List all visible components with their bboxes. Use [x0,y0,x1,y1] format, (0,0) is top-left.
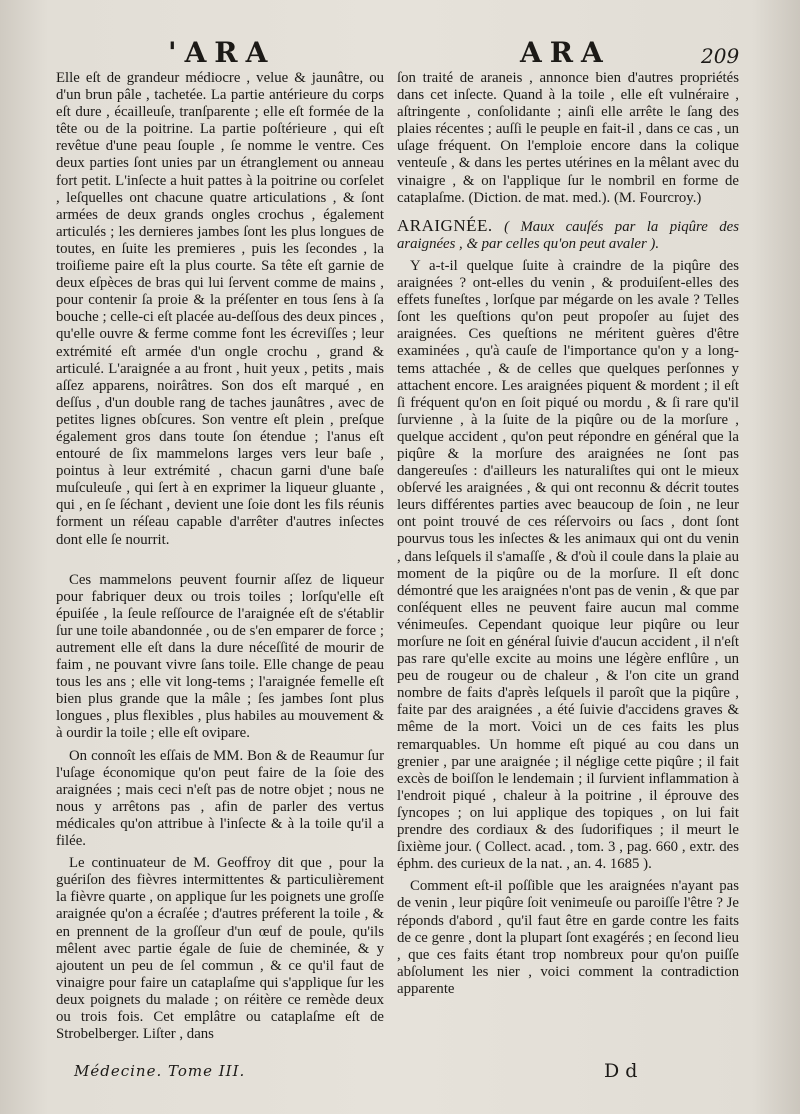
article-headword: ARAIGNÉE. [397,215,493,235]
left-column [56,70,384,1043]
article-subtitle: ( Maux cauſés par la piqûre des araignées , & par celles qu'on peut avaler ). [397,218,739,252]
article-heading [397,217,739,253]
paragraph-how-possible: Comment eſt-il poſſible que les araignées n'ayant pas de venin , leur piqûre ſoit venimeuſe ou paroiſſe l'être ? Je réponds d'abord , qu'il faut être en garde contre les faits de ce genre , dont la plupart ſont exagérés ; en ſecond lieu , que ces faits étant trop nombreux pour qu'on puiſſe abſolument les nier , voici comment la contradiction apparente [397,878,739,997]
footer-signature: D d [604,1060,638,1082]
left-running-head: 'ARA [168,36,276,69]
footer-volume: Médecine. Tome III. [74,1062,246,1080]
right-column [397,70,739,998]
paragraph-remedies: Le continuateur de M. Geoffroy dit que , pour la guériſon des fièvres intermittentes & particulièrement la fièvre quarte , on applique ſur les poignets une groſſe araignée qu'on a écraſée ; d'autres préferent la toile , & en prennent de la groſſeur d'un œuf de poule, qu'ils mêlent avec partie égale de ſuie de cheminée, & y ajoutent un peu de ſel commun , & ce qu'il faut de vinaigre pour faire un cataplaſme qui s'applique ſur les deux poignets du malade ; on réitère ce remède deux ou trois fois. Cet emplâtre ou cataplaſme eſt de Strobelberger. Liſter , dans [56,855,384,1043]
right-running-head: ARA [520,36,611,69]
paragraph-spider-description: Elle eſt de grandeur médiocre , velue & jaunâtre, ou d'un brun pâle , tachetée. La partie antérieure du corps eſt dure , écailleuſe, tranſparente ; elle eſt formée de la tête ou de la poitrine. La partie poſtérieure , qui eſt revêtue d'une peau ſouple , ſe nomme le ventre. Ces deux parties ſont unies par un étranglement ou anneau fort petit. L'inſecte a huit pattes à la poitrine ou corſelet , leſquelles ont chacune quatre articulations , & ſont armées de deux grands ongles crochus , également articulés ; les dernieres jambes ſont les plus longues de toutes, en ſuite les premieres , puis les ſecondes , la troiſieme paire eſt la plus courte. Sa tête eſt garnie de deux eſpèces de bras qui lui ſervent comme de mains , pour contenir ſa proie & la préſenter en tous ſens à ſa bouche ; celle-ci eſt placée au-deſſous des deux pinces , qu'elle ouvre & ferme comme font les écreviſſes ; leur extrémité eſt armée d'un ongle crochu , grand & articulé. L'araignée a au front , huit yeux , petits , mais aſſez apparens, noirâtres. Son dos eſt marqué , en deſſus , d'un double rang de taches jaunâtres , avec de petites lignes obſcures. Son ventre eſt plein , preſque également gros dans toute ſon étendue ; l'anus eſt entouré de ſix mammelons larges vers leur baſe , pointus à leur extrémité , chacun garni d'une baſe muſculeuſe , qui ſert à en exprimer la liqueur gluante , qui , en ſe ſéchant , devient une ſoie dont les fils réunis forment un réſeau capable d'arrêter d'autres inſectes dont elle ſe nourrit. [56,70,384,548]
page-footer [0,1062,800,1092]
page-number: 209 [701,44,740,68]
paragraph-mammelons: Ces mammelons peuvent fournir aſſez de liqueur pour fabriquer deux ou trois toiles ; lorſqu'elle eſt épuiſée , la ſeule reſſource de l'araignée eſt de s'établir ſur une toile abandonnée , ou de s'en emparer de force ; autrement elle eſt dans la dure néceſſité de mourir de faim , ne pouvant vivre ſans toile. Elle change de peau tous les ans ; elle vit long-tems ; l'araignée femelle eſt bien plus grande que la mâle ; ſes jambes ſont plus longues , plus flexibles , plus habiles au mouvement & à ourdir la toile ; elle eſt ovipare. [56,571,384,742]
paragraph-continuation: ſon traité de araneis , annonce bien d'autres propriétés dans cet inſecte. Quand à la toile , elle eſt vulnéraire , aſtringente , conſolidante ; ainſi elle arrête le ſang des plaies récentes ; auſſi le peuple en fait-il , dans ce cas , un uſage fréquent. On l'emploie encore dans la colique venteuſe , & dans les pertes utérines en la mêlant avec du vinaigre , & on l'applique ſur le nombril en forme de cataplaſme. (Diction. de mat. med.). (M. Fourcroy.) [397,70,739,206]
paragraph-silk-trials: On connoît les eſſais de MM. Bon & de Reaumur ſur l'uſage économique qu'on peut faire de la ſoie des araignées ; mais ceci n'eſt pas de notre objet ; nous ne nous y arrêtons pas , afin de parler des vertus médicales qu'on attribue à l'inſecte & à la toile qu'il a filée. [56,747,384,850]
paragraph-bite-question: Y a-t-il quelque ſuite à craindre de la piqûre des araignées ? ont-elles du venin , & produiſent-elles des effets funeſtes , lorſque par mégarde on les avale ? Telles ſont les queſtions qu'on peut propoſer au ſujet des araignées. Ces queſtions ne méritent guères d'être examinées , qu'à cauſe de l'importance qu'on y a long-tems attachée , & de celles que quelques perſonnes y attachent encore. Les araignées piquent & mordent ; il eſt ſi fréquent qu'on en ſoit piqué ou mordu , & ſi rare qu'il ſurvienne , à la ſuite de la piqûre ou de la morſure , quelque accident , qu'on peut répondre en général que la piqûre & la morſure des araignées ne ſont pas dangereuſes : d'ailleurs les naturaliſtes qui ont le mieux obſervé les araignées , & qui ont reconnu & décrit toutes leurs différentes parties avec beaucoup de ſoin , ne leur ont point trouvé de ces réſervoirs ou ſacs , dont ſont pourvus tous les inſectes & les animaux qui ont du venin , dans leſquels il s'amaſſe , & d'où il coule dans la plaie au moment de la piqûre ou de la morſure. Il eſt donc démontré que les araignées n'ont pas de venin , & que par conſéquent elles ne peuvent faire aucun mal comme vénimeuſes. Cependant quoique leur piqûre ou leur morſure ne ſoit en général ſuivie d'aucun accident , il n'eſt pas rare qu'elle excite au moins une légère enflûre , un peu de rougeur ou de chaleur , & l'on cite un grand nombre de faits d'après leſquels il paroît que la piqûre , faite par des araignées , a été ſuivie d'accidens graves & même de la mort. Voici un de ces faits les plus remarquables. Un homme eſt piqué au cou dans un grenier , par une araignée ; il néglige cette piqûre ; il fait excès de boiſſon le lendemain ; il ſurvient inflammation à l'endroit piqué , chaleur à la poitrine , il éprouve des ſyncopes ; on lui applique des topiques , on lui fait prendre des cordiaux & des ſudorifiques ; il meurt le ſixième jour. ( Collect. acad. , tom. 3 , pag. 660 , extr. des éphm. des curieux de la nat. , an. 4. 1685 ). [397,257,739,873]
